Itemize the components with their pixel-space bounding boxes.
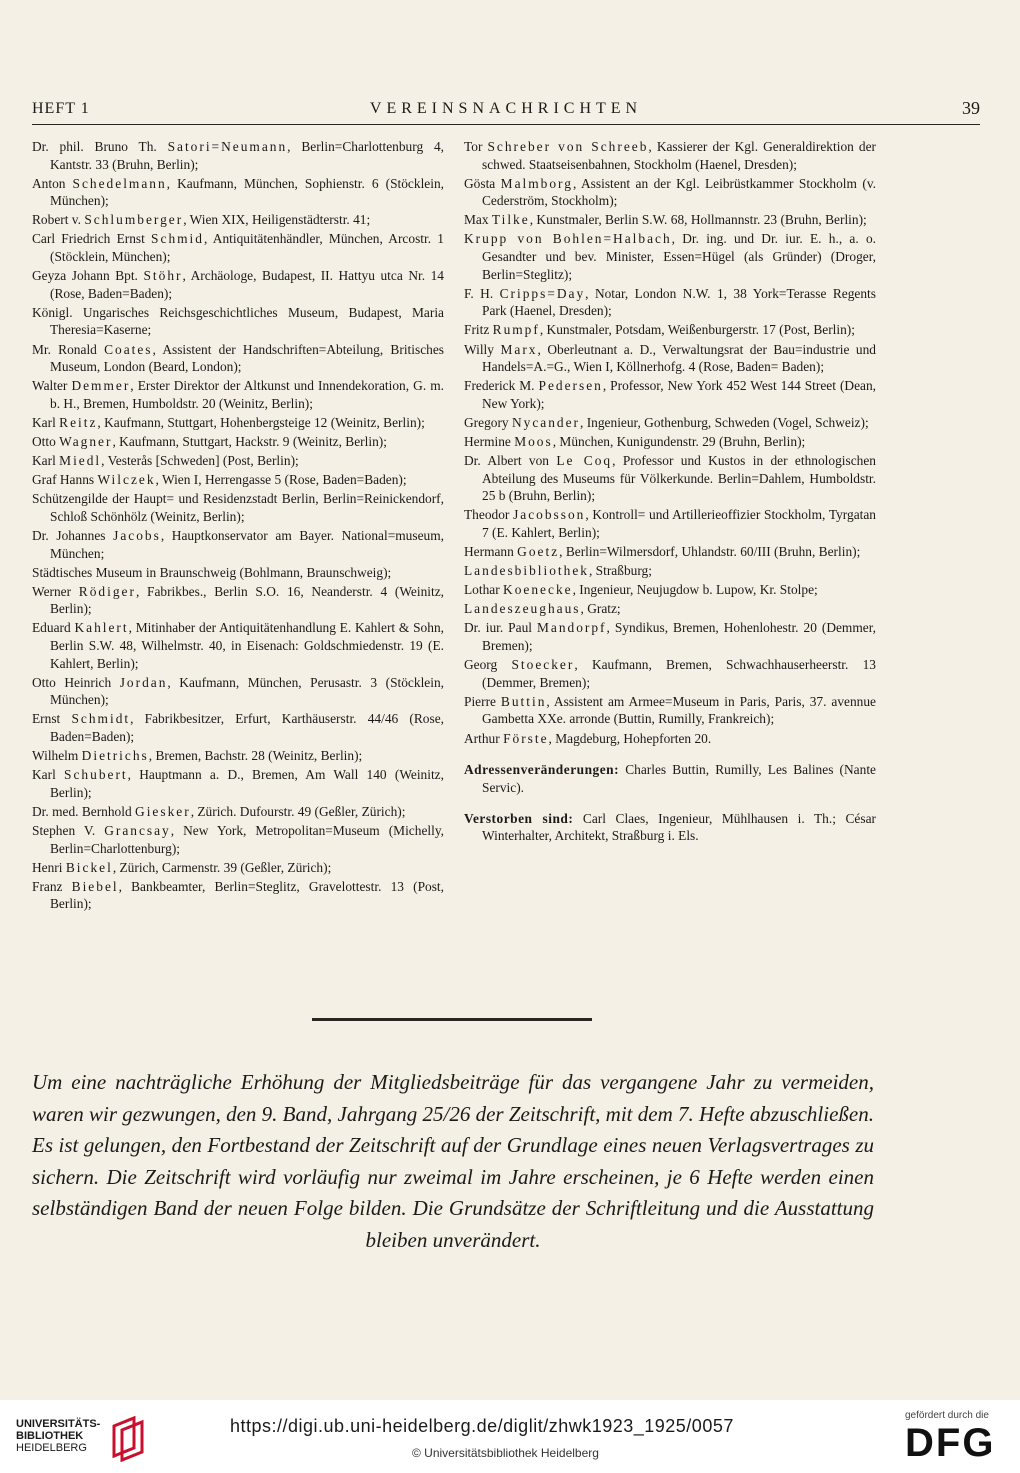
deceased-note (464, 810, 876, 845)
member-entry (464, 377, 876, 412)
member-entry (32, 341, 444, 376)
entry-prefix: Hermine (464, 434, 515, 449)
entry-details: , Mitinhaber der Antiquitätenhandlung E. Kahlert & Sohn, Berlin S.W. 48, Wilhelmstr. 40, in Eisenach: Goldschmiedenstr. 19 (E. Kahlert, Berlin); (50, 620, 444, 671)
member-entry (464, 138, 876, 173)
member-name: Satori=Neumann (167, 139, 288, 154)
member-name: Schlumberger (84, 212, 184, 228)
entry-details: , Wien XIX, Heiligenstädterstr. 41; (183, 212, 371, 228)
entry-prefix: Werner (32, 583, 79, 599)
entry-details: , Ingenieur, Gothenburg, Schweden (Vogel, Schweiz); (580, 414, 869, 430)
entry-prefix: Mr. Ronald (32, 341, 105, 357)
entry-prefix: Henri (32, 859, 66, 875)
entry-details: , Assistent der Handschriften=Abteilung, Britisches Museum, London (Beard, London); (50, 341, 444, 375)
library-logo[interactable] (16, 1414, 146, 1464)
member-name: Coates (104, 341, 153, 357)
member-name: Buttin (500, 693, 547, 709)
entry-prefix: Theodor (464, 507, 514, 523)
entry-prefix: Dr. med. Bernhold (32, 803, 136, 819)
member-entry (464, 433, 876, 451)
permalink-url[interactable]: https://digi.ub.uni-heidelberg.de/diglit/zhwk1923_1925/0057 (230, 1416, 734, 1436)
member-entry (464, 414, 876, 432)
member-entry (32, 304, 444, 339)
entry-prefix: Fritz (464, 322, 493, 338)
entry-details: , Erster Direktor der Altkunst und Innendekoration, G. m. b. H., Bremen, Humboldstr. 20 (Weinitz, Berlin); (50, 378, 445, 411)
entry-prefix: Dr. Albert von (464, 453, 557, 469)
member-name: Miedl (59, 453, 102, 469)
member-name: Giesker (135, 803, 191, 819)
member-name: Dietrichs (81, 748, 149, 764)
entry-details: , Bremen, Bachstr. 28 (Weinitz, Berlin); (148, 748, 363, 764)
entry-details: , Kaufmann, Stuttgart, Hohenbergsteige 12 (Weinitz, Berlin); (97, 414, 425, 430)
member-name: Grancsay (104, 822, 171, 838)
member-name: Reitz (59, 414, 98, 430)
entry-prefix: Lothar (464, 582, 504, 598)
entry-prefix: Stephen V. (32, 822, 105, 838)
address-change-text: Charles Buttin, Rumilly, Les Balines (Nante Servic). (482, 762, 876, 795)
entry-prefix: Dr. Johannes (32, 527, 114, 543)
member-name: Schedelmann (72, 175, 167, 191)
entry-details: , Professor, New York 452 West 144 Street (Dean, New York); (482, 378, 876, 411)
member-entry (464, 562, 876, 580)
member-name: Schmid (151, 231, 204, 247)
member-name: Bickel (65, 859, 113, 875)
member-entry (464, 175, 876, 210)
running-head (32, 98, 980, 125)
member-entry (464, 600, 876, 618)
entry-prefix: Wilhelm (32, 748, 82, 764)
digitization-footer (0, 1400, 1020, 1473)
entry-details: , Dr. ing. und Dr. iur. E. h., a. o. Gesandter und bev. Minister, Essen=Hügel (als Gründer) (Droger, Berlin=Steglitz); (482, 231, 877, 282)
member-entry (464, 656, 876, 691)
entry-details: , Kaufmann, München, Sophienstr. 6 (Stöcklein, München); (50, 175, 444, 209)
member-entry (32, 803, 444, 821)
member-entry (32, 490, 444, 525)
entry-prefix: Gösta (464, 175, 501, 191)
member-entry (32, 471, 444, 489)
member-name: Jacobs (113, 527, 161, 543)
member-entry (464, 321, 876, 339)
entry-details: , Professor und Kustos in der ethnologischen Abteilung des Museums für Völkerkunde. Berlin=Dahlem, Humboldstr. 25 b (Bruhn, Berlin); (482, 453, 876, 504)
member-entry (32, 230, 444, 265)
member-name: Landesbibliothek (464, 563, 589, 579)
member-list-right-column (464, 138, 876, 858)
member-list-left-column (32, 138, 444, 914)
entry-prefix: Hermann (464, 544, 518, 560)
entry-details: , Assistent am Armee=Museum in Paris, Paris, 37. avennue Gambetta XXe. arronde (Buttin, Rumilly, Frankreich); (482, 693, 876, 727)
member-entry (32, 747, 444, 765)
member-name: Goetz (517, 544, 560, 560)
entry-prefix: Karl (32, 414, 60, 430)
entry-details: , Kunstmaler, Berlin S.W. 68, Hollmannstr. 23 (Bruhn, Berlin); (529, 212, 867, 228)
entry-details: , Straßburg; (588, 563, 652, 579)
entry-prefix: Arthur (464, 730, 504, 746)
entry-details: , Berlin=Wilmersdorf, Uhlandstr. 60/III (Bruhn, Berlin); (559, 544, 861, 560)
member-name: Malmborg (500, 175, 573, 191)
member-name: Le Coq (556, 453, 613, 469)
member-entry (32, 433, 444, 451)
member-name: Schreber von Schreeb (487, 139, 649, 154)
entry-details: , München, Kunigundenstr. 29 (Bruhn, Berlin); (552, 434, 806, 449)
member-name: Stöhr (143, 268, 183, 284)
address-change-note (464, 761, 876, 796)
entry-details: , Gratz; (580, 601, 621, 617)
library-emblem-icon (108, 1414, 148, 1464)
entry-details: , Hauptmann a. D., Bremen, Am Wall 140 (Weinitz, Berlin); (50, 767, 444, 800)
issue-label: HEFT 1 (32, 100, 90, 117)
member-name: Mandorpf (536, 620, 607, 636)
entry-prefix: Anton (32, 175, 73, 191)
entry-details: , Notar, London N.W. 1, 38 York=Terasse Regents Park (Haenel, Dresden); (482, 285, 876, 319)
entry-details: , Kontroll= und Artillerieoffizier Stockholm, Tyrgatan 7 (E. Kahlert, Berlin); (482, 507, 876, 540)
deceased-text: Carl Claes, Ingenieur, Mühlhausen i. Th.; César Winterhalter, Architekt, Straßburg i. Els. (482, 810, 876, 844)
member-name: Koenecke (503, 582, 573, 598)
dfg-wordmark: DFG (905, 1421, 996, 1465)
member-entry (32, 878, 444, 913)
entry-details: , Kassierer der Kgl. Generaldirektion der schwed. Staatseisenbahnen, Stockholm (Haenel, Dresden); (482, 139, 876, 172)
member-entry (32, 710, 444, 745)
entry-prefix: Königl. Ungarisches Reichsgeschichtliches Museum, Budapest, Maria Theresia=Kaserne; (32, 304, 444, 338)
entry-details: , Zürich, Carmenstr. 39 (Geßler, Zürich); (112, 859, 332, 875)
entry-prefix: Walter (32, 378, 72, 394)
entry-details: , Fabrikbesitzer, Erfurt, Karthäuserstr. 44/46 (Rose, Baden=Baden); (50, 711, 444, 744)
entry-details: , Kaufmann, Bremen, Schwachhauserheerstr. 13 (Demmer, Bremen); (482, 657, 877, 690)
member-name: Moos (514, 434, 553, 449)
member-name: Landeszeughaus (464, 601, 581, 617)
entry-details: , Kaufmann, München, Perusastr. 3 (Stöcklein, München); (50, 674, 444, 708)
entry-details: , Kaufmann, Stuttgart, Hackstr. 9 (Weinitz, Berlin); (112, 434, 387, 449)
entry-prefix: Ernst (32, 711, 72, 727)
entry-prefix: Georg (464, 657, 512, 673)
member-name: Kahlert (74, 620, 129, 636)
member-entry (464, 452, 876, 505)
entry-prefix: Karl (32, 767, 65, 783)
library-name-line1: UNIVERSITÄTS- (16, 1418, 101, 1430)
member-entry (464, 581, 876, 599)
entry-details: , Magdeburg, Hohepforten 20. (548, 730, 712, 746)
member-entry (32, 175, 444, 210)
member-entry (32, 138, 444, 173)
member-name: Jacobsson (513, 507, 586, 523)
entry-prefix: Karl (32, 453, 60, 469)
entry-details: , Fabrikbes., Berlin S.O. 16, Neanderstr. 4 (Weinitz, Berlin); (50, 583, 445, 617)
entry-prefix: Eduard (32, 620, 75, 636)
entry-prefix: Tor (464, 139, 488, 154)
member-name: Wilczek (97, 472, 156, 488)
member-name: Biebel (71, 878, 119, 894)
member-entry (464, 693, 876, 728)
entry-details: , Wien I, Herrengasse 5 (Rose, Baden=Baden); (155, 472, 407, 488)
member-name: Rumpf (492, 322, 540, 338)
member-entry (464, 543, 876, 561)
member-entry (32, 766, 444, 801)
member-name: Demmer (71, 378, 131, 394)
member-name: Nycander (511, 414, 581, 430)
member-entry (32, 674, 444, 709)
entry-prefix: Robert v. (32, 212, 85, 228)
member-entry (32, 211, 444, 229)
member-name: Tilke (491, 212, 530, 228)
library-name-line2: BIBLIOTHEK (16, 1430, 84, 1442)
entry-prefix: Pierre (464, 693, 501, 709)
member-entry (32, 377, 444, 412)
member-entry (464, 230, 876, 283)
entry-details: , Archäologe, Budapest, II. Hattyu utca Nr. 14 (Rose, Baden=Baden); (50, 268, 444, 301)
funded-by-label: gefördert durch die (905, 1410, 989, 1421)
member-name: Förste (503, 730, 549, 746)
entry-details: , Oberleutnant a. D., Verwaltungsrat der Bau=industrie und Handels=A.=G., Wien I, Köllnerhofg. 4 (Rose, Baden= Baden); (482, 341, 877, 375)
member-name: Wagner (59, 434, 113, 449)
copyright-notice: © Universitätsbibliothek Heidelberg (412, 1446, 599, 1460)
member-entry (464, 619, 876, 654)
member-name: Stoecker (511, 657, 575, 673)
dfg-logo[interactable] (905, 1410, 1005, 1463)
entry-details: , Ingenieur, Neujugdow b. Lupow, Kr. Stolpe; (572, 582, 818, 598)
entry-prefix: Graf Hanns (32, 472, 98, 488)
member-entry (32, 527, 444, 562)
library-name (16, 1418, 100, 1454)
entry-details: , Syndikus, Bremen, Hohenlohestr. 20 (Demmer, Bremen); (482, 620, 876, 654)
member-entry (464, 285, 876, 320)
entry-prefix: Geyza Johann Bpt. (32, 268, 144, 284)
member-name: Jordan (119, 674, 168, 690)
section-divider (312, 1018, 592, 1021)
member-entry (32, 859, 444, 877)
entry-prefix: Gregory (464, 414, 512, 430)
member-name: Cripps=Day (499, 285, 586, 301)
entry-details: , Antiquitätenhändler, München, Arcostr. 1 (Stöcklein, München); (50, 231, 444, 265)
member-name: Marx (500, 341, 538, 357)
entry-prefix: Max (464, 212, 492, 228)
entry-prefix: Dr. iur. Paul (464, 620, 537, 636)
entry-prefix: Dr. phil. Bruno Th. (32, 139, 168, 154)
entry-details: , Bankbeamter, Berlin=Steglitz, Gravelottestr. 13 (Post, Berlin); (50, 878, 444, 912)
address-change-label: Adressenveränderungen: (464, 762, 620, 778)
member-name: Rödiger (78, 583, 136, 599)
entry-prefix: Otto Heinrich (32, 674, 120, 690)
member-entry (32, 822, 444, 857)
member-entry (464, 341, 876, 376)
entry-prefix: Willy (464, 341, 501, 357)
section-title: VEREINSNACHRICHTEN (369, 100, 643, 117)
entry-prefix: Frederick M. (464, 378, 539, 394)
entry-prefix: Schützengilde der Haupt= und Residenzstadt Berlin, Berlin=Reinickendorf, Schloß Schönhölz (Weinitz, Berlin); (32, 491, 444, 524)
member-entry (32, 619, 444, 672)
entry-details: , Berlin=Charlottenburg 4, Kantstr. 33 (Bruhn, Berlin); (50, 139, 445, 172)
member-name: Pedersen (538, 378, 603, 394)
entry-prefix: Franz (32, 878, 72, 894)
page-number: 39 (962, 98, 980, 118)
entry-details: , Vesterås [Schweden] (Post, Berlin); (101, 453, 299, 469)
entry-details: , Hauptkonservator am Bayer. National=museum, München; (50, 527, 444, 561)
editorial-notice: Um eine nachträgliche Erhöhung der Mitgliedsbeiträge für das vergangene Jahr zu vermeiden, waren wir gezwungen, den 9. Band, Jahrgang 25/26 der Zeitschrift, mit dem 7. Hefte abzuschließen. Es ist gelungen, den Fortbestand der Zeitschrift auf der Grundlage eines neuen Verlagsvertrages zu sichern. Die Zeitschrift wird vorläufig nur zweimal im Jahre erscheinen, je 6 Hefte werden einen selbständigen Band der neuen Folge bilden. Die Grundsätze der Schriftleitung und die Ausstattung bleiben unverändert. (32, 1070, 874, 1252)
entry-details: , New York, Metropolitan=Museum (Michelly, Berlin=Charlottenburg); (50, 822, 445, 856)
library-name-line3: HEIDELBERG (16, 1442, 87, 1454)
entry-prefix: Otto (32, 434, 60, 449)
member-entry (464, 211, 876, 229)
entry-prefix: Carl Friedrich Ernst (32, 231, 152, 247)
entry-details: , Kunstmaler, Potsdam, Weißenburgerstr. 17 (Post, Berlin); (539, 322, 855, 338)
entry-prefix: F. H. (464, 285, 500, 301)
entry-details: , Zürich. Dufourstr. 49 (Geßler, Zürich); (190, 803, 406, 819)
member-name: Krupp von Bohlen=Halbach (464, 231, 672, 247)
member-name: Schubert (64, 767, 128, 783)
entry-details: , Assistent an der Kgl. Leibrüstkammer Stockholm (v. Cederström, Stockholm); (482, 175, 876, 209)
deceased-label: Verstorben sind: (464, 810, 574, 826)
entry-prefix: Städtisches Museum in Braunschweig (Bohlmann, Braunschweig); (32, 564, 392, 580)
member-entry (32, 414, 444, 432)
member-name: Schmidt (71, 711, 131, 727)
member-entry (32, 452, 444, 470)
right-column-entries (464, 138, 876, 747)
member-entry (464, 730, 876, 748)
member-entry (464, 506, 876, 541)
member-entry (32, 267, 444, 302)
member-entry (32, 564, 444, 582)
member-entry (32, 583, 444, 618)
